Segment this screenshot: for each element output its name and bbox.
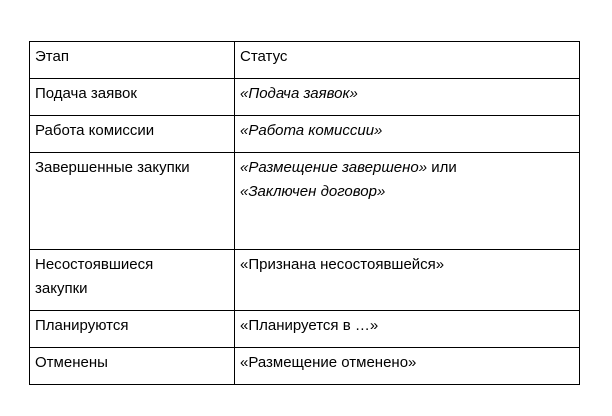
status-cell: «Признана несостоявшейся»: [235, 250, 580, 311]
table-header-row: [30, 42, 580, 79]
status-cell: [235, 116, 580, 153]
status-cell: «Планируется в …»: [235, 311, 580, 348]
stage-status-table: [29, 41, 580, 385]
stage-cell: [30, 250, 235, 311]
status-connector: или: [427, 159, 457, 176]
status-text-part-2: «Заключен договор»: [240, 183, 386, 200]
header-status: Статус: [235, 42, 580, 79]
stage-cell: Работа комиссии: [30, 116, 235, 153]
stage-cell: Завершенные закупки: [30, 153, 235, 250]
status-text-part-1: «Размещение завершено»: [240, 159, 428, 176]
status-cell: [235, 153, 580, 250]
stage-cell: Отменены: [30, 348, 235, 385]
status-text: «Работа комиссии»: [240, 122, 383, 139]
status-text: «Подача заявок»: [240, 85, 358, 102]
stage-text-line-1: Несостоявшиеся: [35, 256, 154, 273]
stage-text-line-2: закупки: [35, 280, 88, 297]
table-row: [30, 153, 580, 250]
header-stage: Этап: [30, 42, 235, 79]
table-row: [30, 348, 580, 385]
stage-cell: Подача заявок: [30, 79, 235, 116]
table-row: [30, 250, 580, 311]
stage-cell: Планируются: [30, 311, 235, 348]
table-row: [30, 79, 580, 116]
table-row: [30, 116, 580, 153]
table-row: [30, 311, 580, 348]
status-cell: «Размещение отменено»: [235, 348, 580, 385]
status-cell: [235, 79, 580, 116]
